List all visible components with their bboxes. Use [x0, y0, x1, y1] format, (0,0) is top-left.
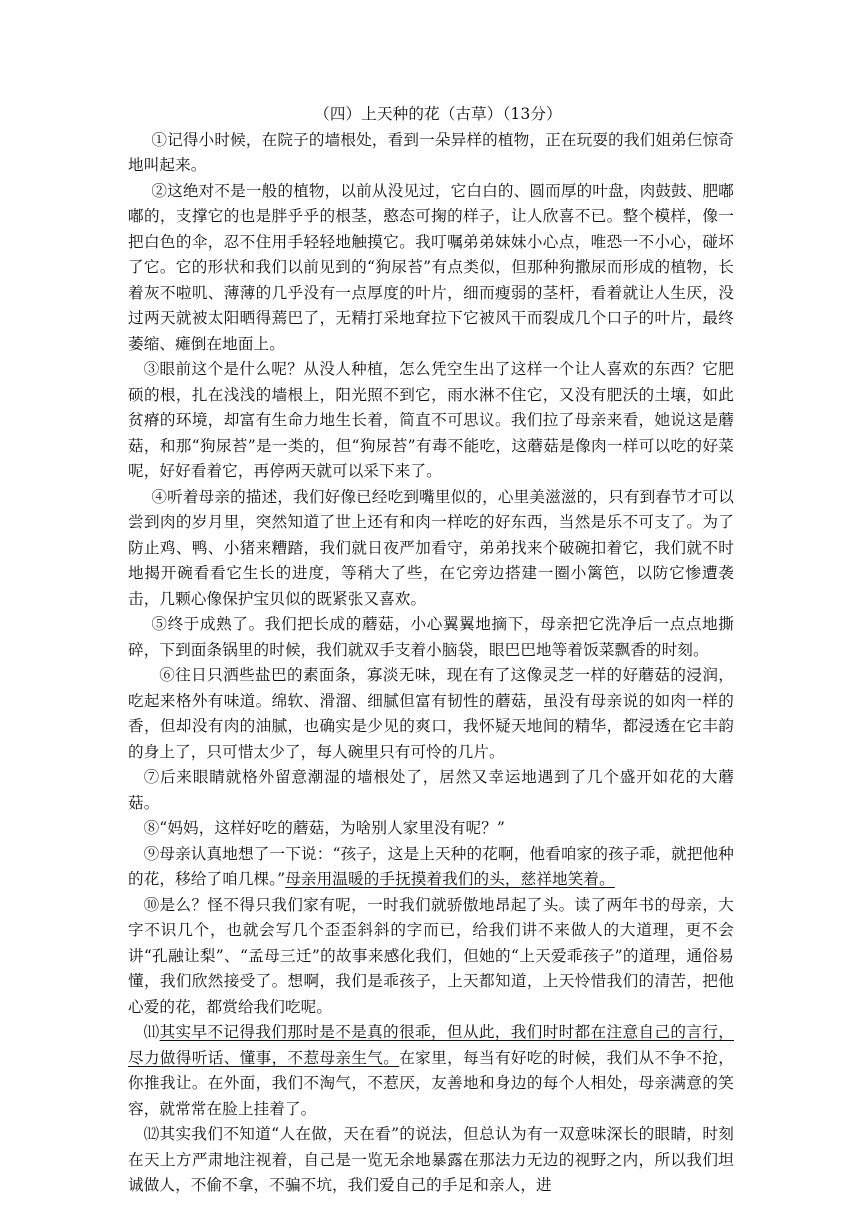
article-title: （四）上天种的花（古草）（13分） [314, 105, 562, 123]
paragraph-8: ⑧“妈妈，这样好吃的蘑菇，为啥别人家里没有呢？” [143, 819, 506, 837]
paragraph-11-text: 在家里，每当有好吃的时候，我们从不争不抢，你推我让。在外面，我们不淘气，不惹厌，友善地和身边的每个人相处，母亲满意的笑容，就常常在脸上挂着了。 [128, 1048, 734, 1118]
paragraph-7: ⑦后来眼睛就格外留意潮湿的墙根处了，居然又幸运地遇到了几个盛开如花的大蘑菇。 [128, 768, 734, 812]
paragraph-10: ⑩是么？怪不得只我们家有呢，一时我们就骄傲地昂起了头。读了两年书的母亲，大字不识几个，也就会写几个歪歪斜斜的字而已，给我们讲不来做人的大道理，更不会讲“孔融让梨”、“孟母三迁”的故事来感化我们，但她的“上天爱乖孩子”的道理，通俗易懂，我们欣然接受了。想啊，我们是乖孩子，上天都知道，上天怜惜我们的清苦，把他心爱的花，都赏给我们吃呢。 [128, 895, 734, 1016]
paragraph-12: ⑿其实我们不知道“人在做，天在看”的说法，但总认为有一双意味深长的眼睛，时刻在天上方严肃地注视着，自己是一览无余地暴露在那法力无边的视野之内，所以我们坦诚做人，不偷不拿，不骗不坑，我们爱自己的手足和亲人，进 [128, 1125, 734, 1194]
paragraph-11 [128, 1020, 734, 1122]
paragraph-3: ③眼前这个是什么呢？从没人种植，怎么凭空生出了这样一个让人喜欢的东西？它肥硕的根，扎在浅浅的墙根上，阳光照不到它，雨水淋不住它，又没有肥沃的土壤，如此贫瘠的环境，却富有生命力地生长着，简直不可思议。我们拉了母亲来看，她说这是蘑菇，和那“狗尿苔”是一类的，但“狗尿苔”有毒不能吃，这蘑菇是像肉一样可以吃的好菜呢，好好看着它，再停两天就可以采下来了。 [128, 360, 734, 480]
underlined-sentence-1: 母亲用温暖的手抚摸着我们的头，慈祥地笑着。 [285, 870, 615, 888]
paragraph-5: ⑤终于成熟了。我们把长成的蘑菇，小心翼翼地摘下，母亲把它洗净后一点点地撕碎，下到面条锅里的时候，我们就双手支着小脑袋，眼巴巴地等着饭菜飘香的时刻。 [128, 615, 734, 659]
paragraph-11-number: ⑾ [143, 1023, 160, 1041]
paragraph-6: ⑥往日只洒些盐巴的素面条，寡淡无味，现在有了这像灵芝一样的好蘑菇的浸润，吃起来格外有味道。绵软、滑溜、细腻但富有韧性的蘑菇，虽没有母亲说的如肉一样的香，但却没有肉的油腻，也确实是少见的爽口，我怀疑天地间的精华，都浸透在它丰韵的身上了，只可惜太少了，每人碗里只有可怜的几片。 [128, 666, 734, 761]
paragraph-2: ②这绝对不是一般的植物，以前从没见过，它白白的、圆而厚的叶盘，肉鼓鼓、肥嘟嘟的，支撑它的也是胖乎乎的根茎，憨态可掬的样子，让人欣喜不已。整个模样，像一把白色的伞，忍不住用手轻轻地触摸它。我叮嘱弟弟妹妹小心点，唯恐一不小心，碰坏了它。它的形状和我们以前见到的“狗尿苔”有点类似，但那种狗撒尿而形成的植物，长着灰不啦叽、薄薄的几乎没有一点厚度的叶片，细而瘦弱的茎杆，看着就让人生厌，没过两天就被太阳晒得蔫巴了，无精打采地耷拉下它被风干而裂成几个口子的叶片，最终萎缩、瘫倒在地面上。 [128, 181, 734, 353]
paragraph-1: ①记得小时候，在院子的墙根处，看到一朵异样的植物，正在玩耍的我们姐弟仨惊奇地叫起来。 [128, 130, 734, 174]
article [128, 102, 734, 1199]
paragraph-4: ④听着母亲的描述，我们好像已经吃到嘴里似的，心里美滋滋的，只有到春节才可以尝到肉的岁月里，突然知道了世上还有和肉一样吃的好东西，当然是乐不可支了。为了防止鸡、鸭、小猪来糟踏，我们就日夜严加看守，弟弟找来个破碗扣着它，我们就不时地揭开碗看看它生长的进度，等稍大了些，在它旁边搭建一圈小篱笆，以防它惨遭袭击，几颗心像保护宝贝似的既紧张又喜欢。 [128, 487, 734, 608]
paragraph-9 [128, 842, 734, 893]
paragraph-9-text: ⑨母亲认真地想了一下说：“孩子，这是上天种的花啊，他看咱家的孩子乖，就把他种的花，移给了咱几棵。” [128, 844, 734, 888]
underlined-sentence-2: 其实早不记得我们那时是不是真的很乖，但从此，我们时时都在注意自己的言行，尽力做得听话、懂事，不惹母亲生气。 [128, 1023, 734, 1067]
